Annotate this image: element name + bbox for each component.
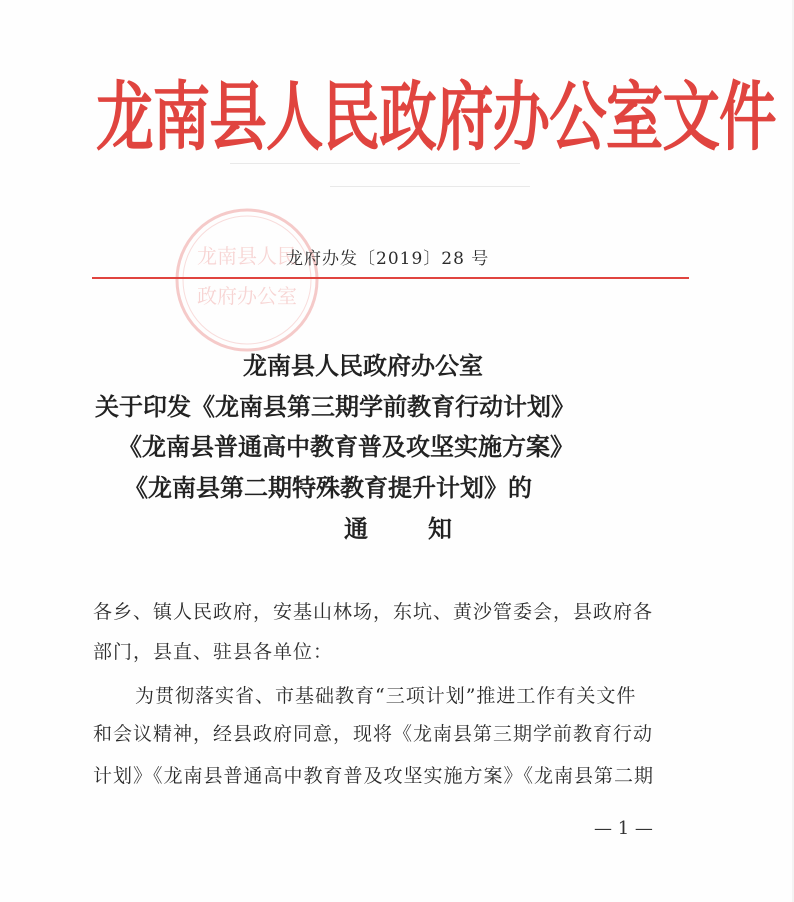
body-line-4: 和会议精神，经县政府同意，现将《龙南县第三期学前教育行动 [93,723,654,745]
page-number: — 1 — [594,818,653,839]
red-divider-line [92,277,689,279]
title-line-1: 龙南县人民政府办公室 [243,351,483,380]
title-line-notice: 通知 [344,514,512,543]
body-line-1: 各乡、镇人民政府，安基山林场，东坑、黄沙管委会，县政府各 [93,601,654,623]
faint-scan-line [330,186,530,187]
title-line-2: 关于印发《龙南县第三期学前教育行动计划》 [95,392,575,421]
body-line-3: 为贯彻落实省、市基础教育“三项计划”推进工作有关文件 [135,685,637,707]
svg-text:政府办公室: 政府办公室 [197,284,297,308]
official-seal-stamp [172,205,322,355]
agency-title: 龙南县人民政府办公室文件 [96,74,776,162]
faint-scan-line [230,163,520,164]
document-number: 龙府办发〔2019〕28 号 [286,249,490,269]
svg-text:龙南县人民: 龙南县人民 [197,244,297,268]
body-line-2: 部门，县直、驻县各单位： [93,641,334,663]
title-line-3: 《龙南县普通高中教育普及攻坚实施方案》 [118,432,574,461]
title-line-4: 《龙南县第二期特殊教育提升计划》的 [124,473,532,502]
body-line-5: 计划》《龙南县普通高中教育普及攻坚实施方案》《龙南县第二期 [93,765,655,787]
